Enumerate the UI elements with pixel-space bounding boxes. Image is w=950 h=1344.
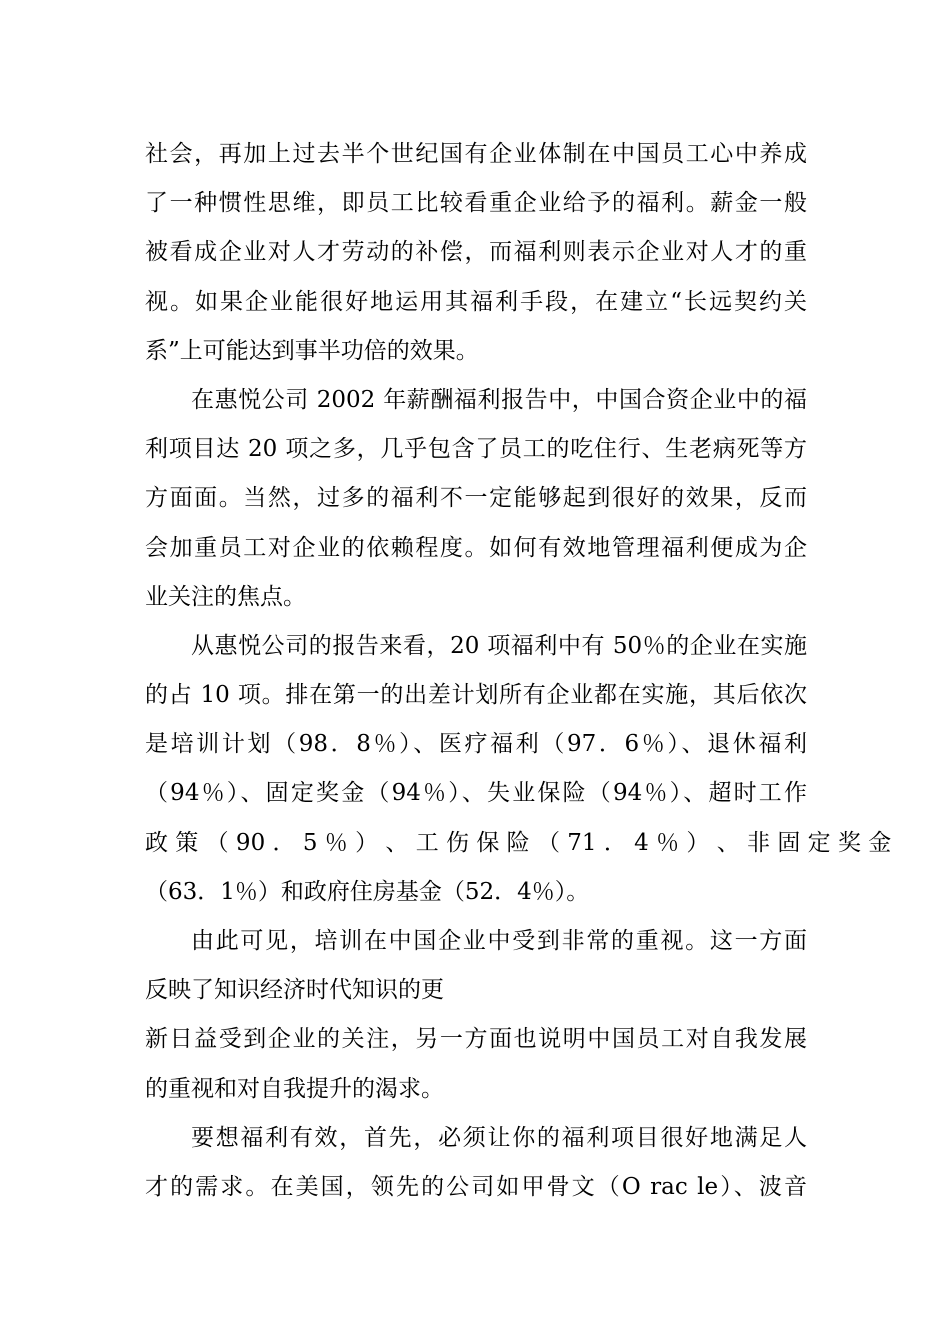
text-line: 系”上可能达到事半功倍的效果。 bbox=[145, 337, 479, 364]
body-text bbox=[145, 130, 892, 1212]
paragraph-start-line: 要想福利有效，首先，必须让你的福利项目很好地满足人 bbox=[191, 1124, 807, 1151]
text-line: 反映了知识经济时代知识的更 bbox=[145, 977, 444, 1004]
text-line: 被看成企业对人才劳动的补偿，而福利则表示企业对人才的重 bbox=[145, 239, 807, 266]
text-line: 业关注的焦点。 bbox=[145, 583, 306, 610]
paragraph-start-line: 由此可见，培训在中国企业中受到非常的重视。这一方面 bbox=[191, 928, 807, 954]
text-line: 利项目达 20 项之多，几乎包含了员工的吃住行、生老病死等方 bbox=[145, 436, 807, 463]
text-line: 方面面。当然，过多的福利不一定能够起到很好的效果，反而 bbox=[145, 485, 807, 512]
paragraph-start-line: 在惠悦公司 2002 年薪酬福利报告中，中国合资企业中的福 bbox=[191, 386, 807, 413]
paragraph-start-line: 从惠悦公司的报告来看，20 项福利中有 50％的企业在实施 bbox=[191, 632, 807, 659]
text-line: 视。如果企业能很好地运用其福利手段，在建立“长远契约关 bbox=[145, 288, 807, 315]
text-line: 的占 10 项。排在第一的出差计划所有企业都在实施，其后依次 bbox=[145, 682, 807, 709]
text-line: （63．1％）和政府住房基金（52．4％）。 bbox=[145, 878, 590, 905]
text-line: 社会，再加上过去半个世纪国有企业体制在中国员工心中养成 bbox=[145, 141, 807, 167]
text-line: 会加重员工对企业的依赖程度。如何有效地管理福利便成为企 bbox=[145, 534, 807, 561]
text-line: 政 策 （ 90 ． 5 ％ ） 、 工 伤 保 险 （ 71 ． 4 ％ ） 、 非 固 定 奖 金 bbox=[145, 829, 892, 856]
text-line: （94％）、固定奖金（94％）、失业保险（94％）、超时工作 bbox=[145, 780, 807, 807]
text-line: 了一种惯性思维，即员工比较看重企业给予的福利。薪金一般 bbox=[145, 190, 807, 217]
text-line: 是培训计划（98．8％）、医疗福利（97．6％）、退休福利 bbox=[145, 731, 807, 758]
text-line: 才的需求。在美国，领先的公司如甲骨文（O rac le）、波音 bbox=[145, 1173, 807, 1200]
text-line: 的重视和对自我提升的渴求。 bbox=[145, 1075, 444, 1102]
text-line: 新日益受到企业的关注，另一方面也说明中国员工对自我发展 bbox=[145, 1026, 807, 1053]
